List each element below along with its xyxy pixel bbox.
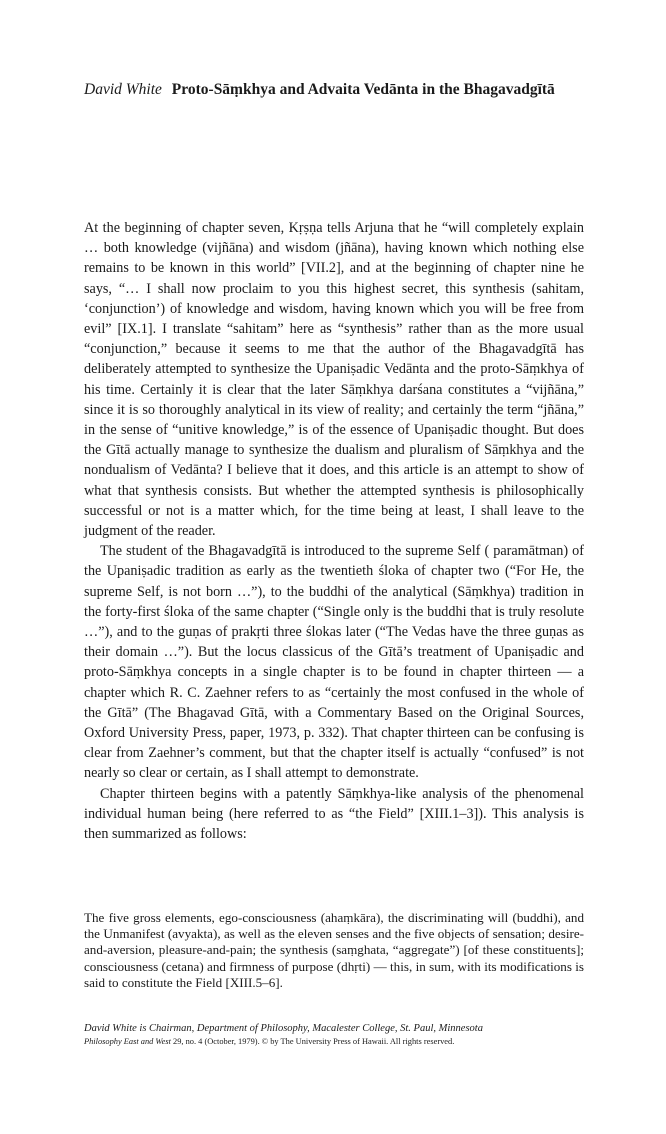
page-footer xyxy=(84,1022,584,1048)
article-body xyxy=(84,218,584,844)
article-header xyxy=(84,80,584,100)
author-name: David White xyxy=(84,81,162,98)
journal-name: Philosophy East and West xyxy=(84,1037,171,1046)
paragraph: At the beginning of chapter seven, Kṛṣṇa tells Arjuna that he “will completely explain … both knowledge (vijñāna) and wisdom (jñāna), having known which nothing else remains to be known in this world” [VII.2], and at the beginning of chapter nine he says, “… I shall now proclaim to you this highest secret, this synthesis (sahitam, ‘conjunction’) of knowledge and wisdom, having known which you will be free from evil” [IX.1]. I translate “sahitam” here as “synthesis” rather than as the more usual “conjunction,” because it seems to me that the author of the Bhagavadgītā has deliberately attempted to synthesize the Upaniṣadic Vedānta and the proto-Sāṃkhya of his time. Certainly it is clear that the later Sāṃkhya darśana constitutes a “vijñāna,” since it is so thoroughly analytical in its view of reality; and certainly the term “jñāna,” in the sense of “unitive knowledge,” is of the essence of Upaniṣadic thought. But does the Gītā actually manage to synthesize the dualism and pluralism of Sāṃkhya and the nondualism of Vedānta? I believe that it does, and this article is an attempt to show of what that synthesis consists. But whether the attempted synthesis is philosophically successful or not is a matter which, for the time being at least, I shall leave to the judgment of the reader. xyxy=(84,220,584,540)
article-title: Proto-Sāṃkhya and Advaita Vedānta in the Bhagavadgītā xyxy=(171,81,555,98)
author-affiliation: David White is Chairman, Department of Philosophy, Macalester College, St. Paul, Minnesota xyxy=(84,1023,483,1034)
publication-details: 29, no. 4 (October, 1979). © by The University Press of Hawaii. All rights reserved. xyxy=(173,1037,455,1046)
block-quote: The five gross elements, ego-consciousness (ahaṃkāra), the discriminating will (buddhi), and the Unmanifest (avyakta), as well as the eleven senses and the five objects of sensation; desire-and-aversion, pleasure-and-pain; the synthesis (saṃghata, “aggregate”) [of these constituents]; consciousness (cetana) and firmness of purpose (dhṛti) — this, in sum, with its modifications is said to constitute the Field [XIII.5–6]. xyxy=(84,910,584,990)
publication-info xyxy=(84,1036,584,1048)
paragraph: Chapter thirteen begins with a patently Sāṃkhya-like analysis of the phenomenal individual human being (here referred to as “the Field” [XIII.1–3]). This analysis is then summarized as follows: xyxy=(84,785,584,843)
paragraph: The student of the Bhagavadgītā is introduced to the supreme Self ( paramātman) of the Upaniṣadic tradition as early as the twentieth śloka of chapter two (“For He, the supreme Self, is not born …”), to the buddhi of the analytical (Sāṃkhya) tradition in the forty-first śloka of the same chapter (“Single only is the buddhi that is truly resolute …”), and to the guṇas of prakṛti three ślokas later (“The Vedas have the three guṇas as their domain …”). But the locus classicus of the Gītā’s treatment of Upaniṣadic and proto-Sāṃkhya concepts in a single chapter is to be found in chapter thirteen — a chapter which R. C. Zaehner refers to as “certainly the most confused in the whole of the Gītā” (The Bhagavad Gītā, with a Commentary Based on the Original Sources, Oxford University Press, paper, 1973, p. 332). That chapter thirteen can be confusing is clear from Zaehner’s comment, but that the chapter itself is actually “confused” is not nearly so clear or certain, as I shall attempt to demonstrate. xyxy=(84,543,584,782)
